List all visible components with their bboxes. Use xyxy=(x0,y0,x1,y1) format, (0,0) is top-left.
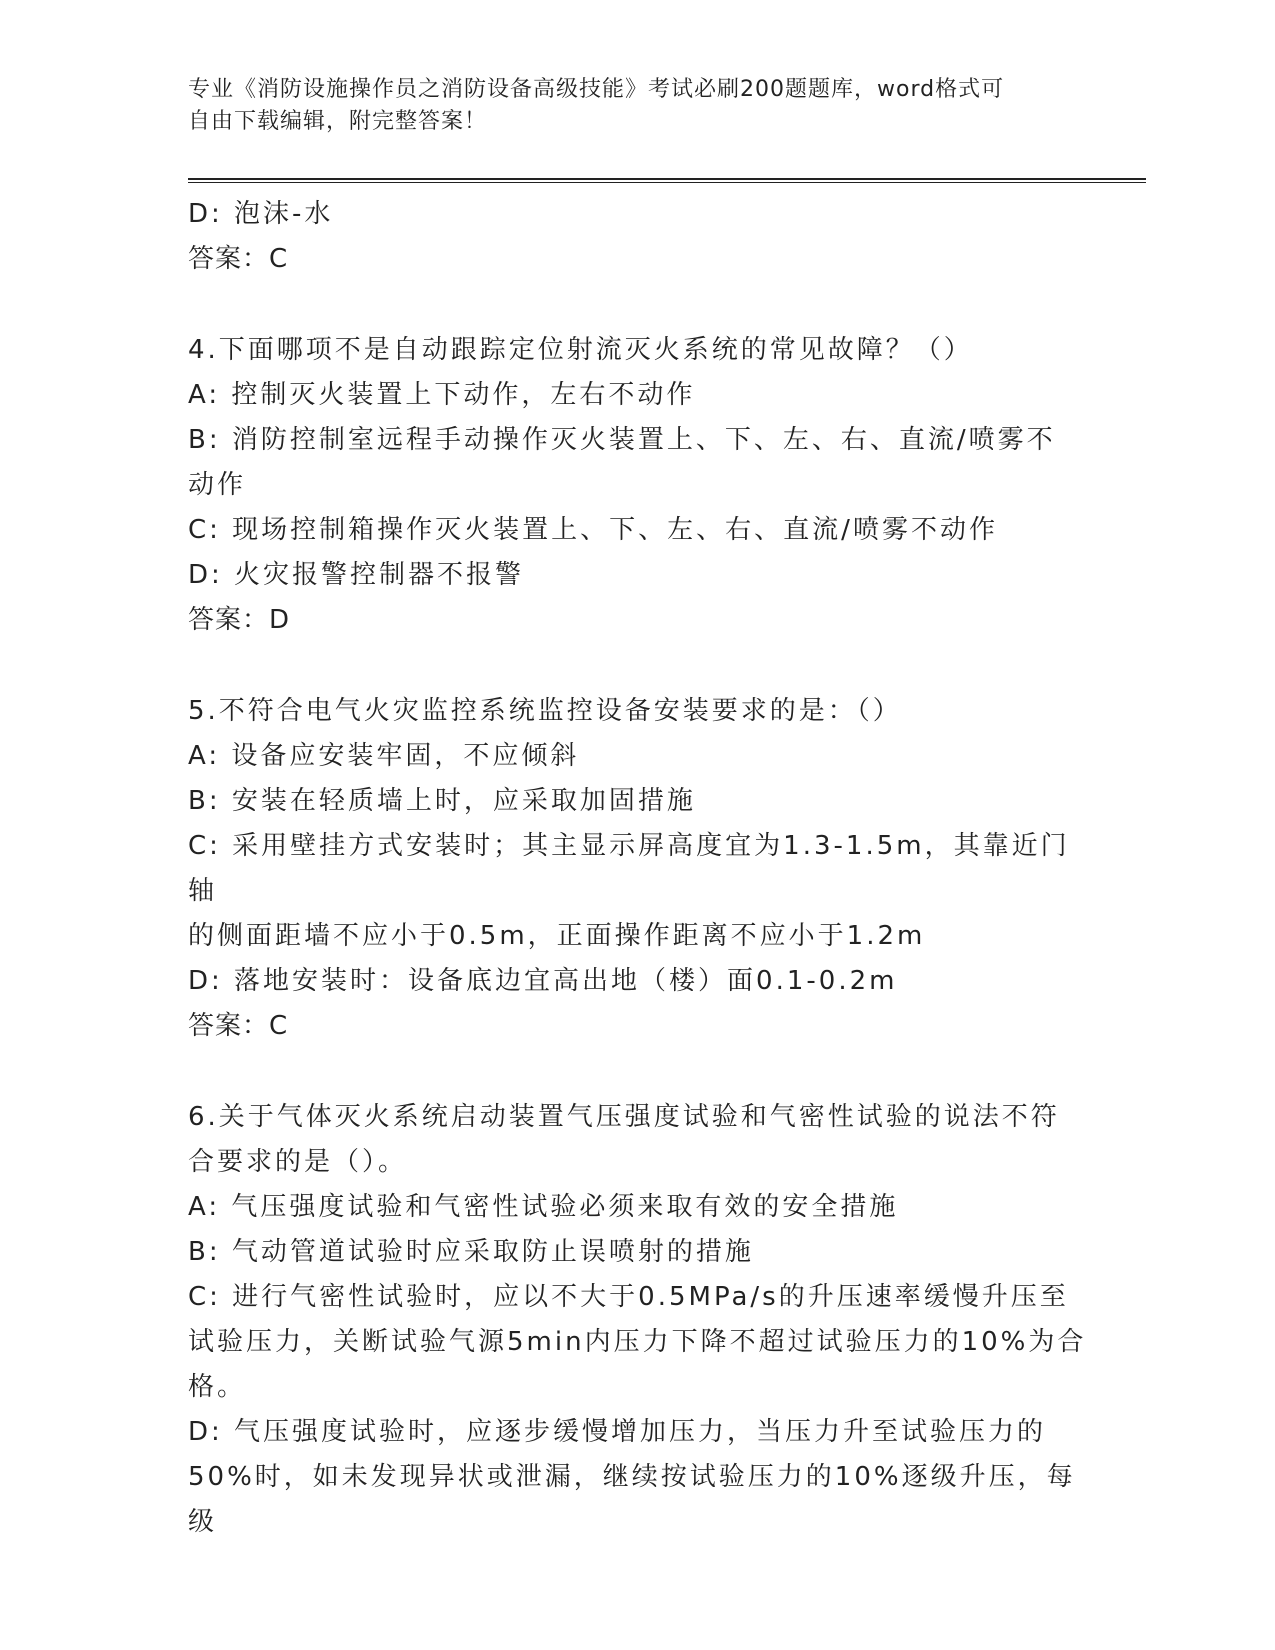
question-6 xyxy=(188,1095,1088,1545)
spacer xyxy=(188,643,1088,689)
header-title-line-1: 专业《消防设施操作员之消防设备高级技能》考试必刷200题题库，word格式可 xyxy=(188,77,1005,102)
option-a: A: 气压强度试验和气密性试验必须来取有效的安全措施 xyxy=(188,1192,899,1222)
header-title-line-2: 自由下载编辑，附完整答案！ xyxy=(188,109,488,134)
option-c: C: 采用壁挂方式安装时；其主显示屏高度宜为1.3-1.5m，其靠近门轴 xyxy=(188,831,1070,906)
option-d: D: 火灾报警控制器不报警 xyxy=(188,560,525,590)
question-stem: 6.关于气体灭火系统启动装置气压强度试验和气密性试验的说法不符 xyxy=(188,1102,1060,1132)
option-a: A: 设备应安装牢固，不应倾斜 xyxy=(188,741,580,771)
option-b: B: 消防控制室远程手动操作灭火装置上、下、左、右、直流/喷雾不 xyxy=(188,425,1056,455)
option-b: B: 气动管道试验时应采取防止误喷射的措施 xyxy=(188,1237,754,1267)
answer-line: 答案：C xyxy=(188,1011,289,1041)
spacer xyxy=(188,1049,1088,1095)
header-divider xyxy=(188,178,1146,180)
spacer xyxy=(188,282,1088,328)
question-stem: 4.下面哪项不是自动跟踪定位射流灭火系统的常见故障？（） xyxy=(188,335,973,365)
option-c-continued: 格。 xyxy=(188,1372,247,1402)
option-d: D: 泡沫-水 xyxy=(188,199,334,229)
option-d: D: 气压强度试验时，应逐步缓慢增加压力，当压力升至试验压力的 xyxy=(188,1417,1047,1447)
option-c: C: 现场控制箱操作灭火装置上、下、左、右、直流/喷雾不动作 xyxy=(188,515,998,545)
option-c-continued: 的侧面距墙不应小于0.5m，正面操作距离不应小于1.2m xyxy=(188,921,926,951)
option-d: D: 落地安装时：设备底边宜高出地（楼）面0.1-0.2m xyxy=(188,966,898,996)
option-b: B: 安装在轻质墙上时，应采取加固措施 xyxy=(188,786,696,816)
option-b-continued: 动作 xyxy=(188,470,247,500)
answer-line: 答案：D xyxy=(188,605,291,635)
question-stem-continued: 合要求的是（）。 xyxy=(188,1147,408,1177)
option-d-continued: 50%时，如未发现异状或泄漏，继续按试验压力的10%逐级升压，每级 xyxy=(188,1462,1076,1537)
question-5 xyxy=(188,689,1088,1049)
header-divider-thin xyxy=(188,182,1146,183)
question-stem: 5.不符合电气火灾监控系统监控设备安装要求的是：（） xyxy=(188,696,902,726)
question-content xyxy=(188,192,1088,1545)
document-header xyxy=(188,74,1068,138)
question-4 xyxy=(188,328,1088,643)
option-c: C: 进行气密性试验时，应以不大于0.5MPa/s的升压速率缓慢升压至 xyxy=(188,1282,1069,1312)
option-a: A: 控制灭火装置上下动作，左右不动作 xyxy=(188,380,696,410)
answer-line: 答案：C xyxy=(188,244,289,274)
option-c-continued: 试验压力，关断试验气源5min内压力下降不超过试验压力的10%为合 xyxy=(188,1327,1087,1357)
